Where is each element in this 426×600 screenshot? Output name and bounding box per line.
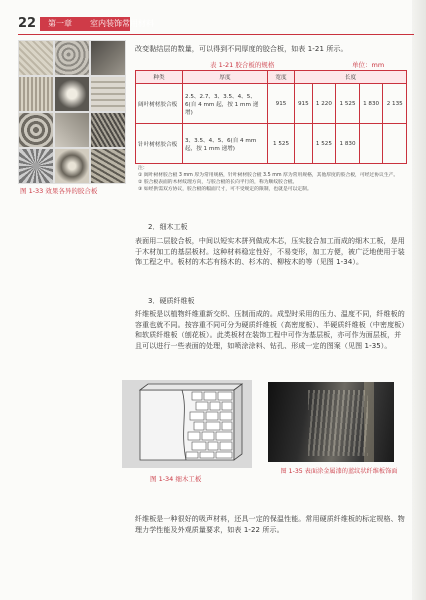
- texture-tile: [18, 76, 54, 112]
- blockboard-illustration: [122, 380, 252, 468]
- cell-width: 1 525: [268, 124, 295, 164]
- figure-caption-1-34: 图 1-34 细木工板: [150, 475, 202, 483]
- table-row: [136, 124, 407, 164]
- cell-thickness: 3、3.5、4、5、6(自 4 mm 起，按 1 mm 递增): [183, 124, 268, 164]
- cell-width: 915: [268, 84, 295, 124]
- header-rule: [18, 34, 414, 35]
- section-paragraph-blockboard: 表面用二层胶合板，中间以短实木拼列做成木芯，压实胶合加工而成的细木工板，是用于木材加工的基层板材。这种材料稳定性好，不易变形，加工方便，被广泛地使用于装饰工程之中。板材的木芯有杨木的、杉木的、柳桉木的等（见图 1-34）。: [135, 237, 405, 267]
- table-unit: 单位：mm: [352, 61, 385, 69]
- figure-caption-1-35: 图 1-35 表面涂金属漆的蓝纹状纤维板饰面: [280, 468, 398, 475]
- page-edge: [412, 0, 426, 600]
- texture-tile: [90, 76, 126, 112]
- blue-stripe-texture: [308, 390, 368, 456]
- table-notes: [138, 165, 404, 193]
- cell-length: 1 830: [336, 124, 360, 164]
- texture-tile: [54, 148, 90, 184]
- cell-length: 915: [295, 84, 313, 124]
- section-paragraph-hardboard: 纤维板是以植物纤维重新交织、压制而成的。成型时采用的压力、温度不同，纤维板的容重也就不同。按容重不同可分为硬质纤维板（高密度板）、半硬质纤维板（中密度板）和软质纤维板（刨花板）。此类板材在装饰工程中可作为基层板，亦可作为面层板，并且可以进行一些表面的处理，如喷涂涂料、钻孔、形成一定的图案（见图 1-35）。: [135, 310, 405, 350]
- closing-paragraph: 纤维板是一种很好的吸声材料，还具一定的保温性能。常用硬质纤维板的标定规格、物理力学性能及外观质量要求，如表 1-22 所示。: [135, 515, 405, 534]
- cell-kind: 阔叶树材胶合板: [136, 84, 183, 124]
- cell-length: 2 135: [383, 84, 407, 124]
- cell-kind: 针叶树材胶合板: [136, 124, 183, 164]
- texture-tile: [54, 112, 90, 148]
- cell-length: [383, 124, 407, 164]
- light-column: [364, 382, 374, 462]
- intro-paragraph: 改变黏结层的数量，可以得到不同厚度的胶合板，如表 1-21 所示。: [135, 45, 348, 53]
- texture-tile: [54, 40, 90, 76]
- texture-tile: [18, 40, 54, 76]
- cell-length: 1 525: [336, 84, 360, 124]
- header-kind: 种类: [136, 71, 183, 84]
- plywood-spec-table: [135, 70, 407, 164]
- page-header: [18, 14, 414, 34]
- chapter-title: 室内装饰常用材料: [90, 19, 154, 28]
- cell-thickness: 2.5、2.7、3、3.5、4、5、6(自 4 mm 起，按 1 mm 递增): [183, 84, 268, 124]
- cell-length: 1 525: [312, 124, 336, 164]
- section-heading-blockboard: 2．细木工板: [148, 223, 188, 231]
- texture-tile: [90, 148, 126, 184]
- cell-length: 1 830: [359, 84, 383, 124]
- table-row: [136, 84, 407, 124]
- texture-tile: [54, 76, 90, 112]
- table-title: 表 1-21 胶合板的规格: [210, 61, 275, 69]
- header-width: 宽度: [268, 71, 295, 84]
- cell-length: 1 220: [312, 84, 336, 124]
- note-line: ③ 如经供需双方协议，胶合板的幅面尺寸，可不受规定的限制，也就是可以定制。: [138, 187, 312, 192]
- page-number: 22: [18, 16, 37, 31]
- plywood-photo-collage: [18, 40, 126, 182]
- fibreboard-wall-photo: [268, 382, 394, 462]
- note-line: 注：: [138, 166, 148, 171]
- cell-length: [295, 124, 313, 164]
- texture-tile: [90, 112, 126, 148]
- texture-tile: [18, 112, 54, 148]
- header-length: 长度: [295, 71, 407, 84]
- texture-tile: [18, 148, 54, 184]
- texture-tile: [90, 40, 126, 76]
- note-line: ② 胶合板表面的木材纹理方向，与胶合板的长向平行的，称为顺纹胶合板。: [138, 180, 298, 185]
- note-line: ① 阔叶树材胶合板 3 mm 厚为常用规格，针叶树材胶合板 3.5 mm 厚为常用规格，其他厚度的胶合板，可经过协议生产。: [138, 173, 399, 178]
- cell-length: [359, 124, 383, 164]
- figure-caption-1-33: 图 1-33 效果各异的胶合板: [20, 187, 98, 195]
- header-thickness: 厚度: [183, 71, 268, 84]
- section-heading-hardboard: 3．硬质纤维板: [148, 297, 195, 305]
- chapter-label: 第一章: [48, 19, 72, 28]
